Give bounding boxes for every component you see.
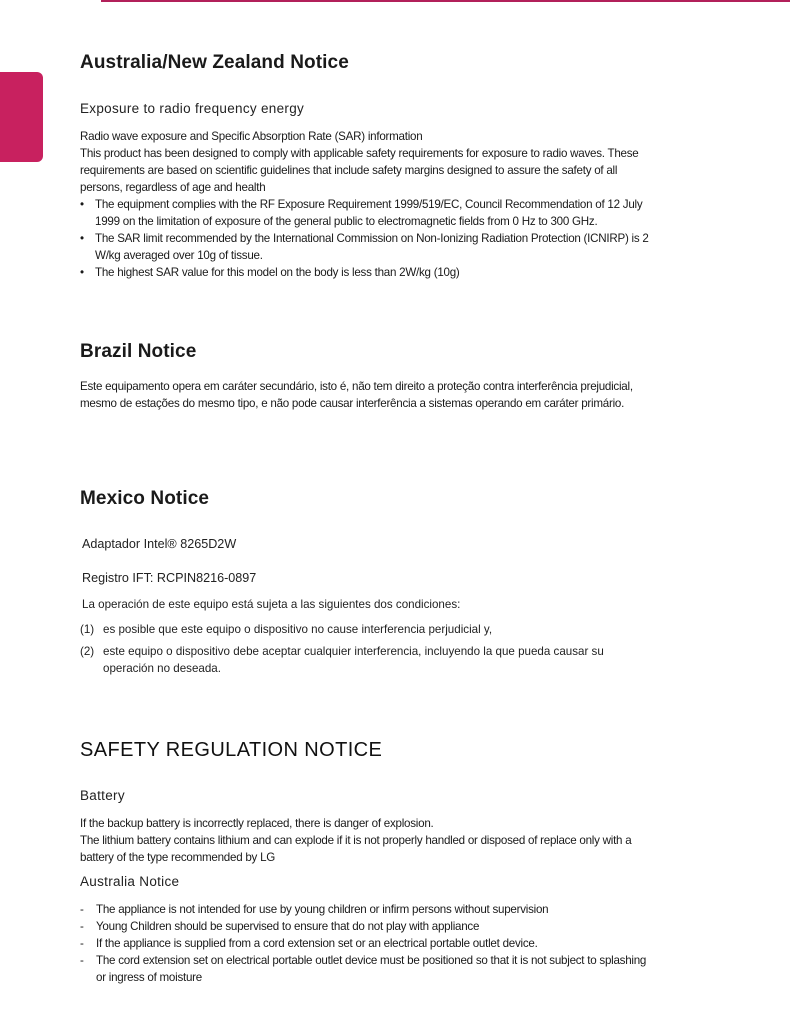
condition-text: este equipo o dispositivo debe aceptar cualquier interferencia, incluyendo la que pueda causar su operación no deseada. [103, 645, 604, 675]
brazil-title: Brazil Notice [80, 341, 197, 362]
appliance-dash-list [80, 901, 655, 986]
list-item: - If the appliance is supplied from a cord extension set or an electrical portable outlet device. [80, 935, 655, 952]
battery-title: Battery [80, 788, 125, 803]
sar-bullet-list [80, 196, 655, 281]
list-item: • The SAR limit recommended by the International Commission on Non-Ionizing Radiation Protection (ICNIRP) is 2 W/kg averaged over 10g of tissue. [80, 230, 655, 264]
condition-text: es posible que este equipo o dispositivo no cause interferencia perjudicial y, [103, 623, 493, 636]
australia-notice-title: Australia Notice [80, 874, 180, 889]
list-item: - The cord extension set on electrical portable outlet device must be positioned so that it is not subject to splashing or ingress of moisture [80, 952, 655, 986]
australia-nz-body [80, 128, 655, 281]
condition-number: (1) [80, 623, 95, 636]
list-item: • The highest SAR value for this model on the body is less than 2W/kg (10g) [80, 264, 655, 281]
list-item [80, 621, 640, 638]
rf-exposure-subtitle: Exposure to radio frequency energy [80, 101, 305, 116]
sar-info-line: Radio wave exposure and Specific Absorption Rate (SAR) information [80, 130, 423, 143]
battery-body [80, 815, 655, 866]
mexico-registry: Registro IFT: RCPIN8216-0897 [82, 571, 257, 585]
australia-notice-body [80, 901, 655, 986]
mexico-adapter: Adaptador Intel® 8265D2W [82, 537, 237, 551]
list-item: • The equipment complies with the RF Exposure Requirement 1999/519/EC, Council Recommendation of 12 July 1999 on the limitation of exposure of the general public to electromagnetic fields from 0 Hz to 300 GHz. [80, 196, 655, 230]
section-side-tab [0, 72, 43, 162]
battery-line: The lithium battery contains lithium and can explode if it is not properly handled or disposed of replace only with a battery of the type recommended by LG [80, 834, 632, 864]
mexico-conditions-intro: La operación de este equipo está sujeta a las siguientes dos condiciones: [82, 598, 461, 611]
battery-line: If the backup battery is incorrectly replaced, there is danger of explosion. [80, 817, 434, 830]
brazil-body: Este equipamento opera em caráter secundário, isto é, não tem direito a proteção contra interferência prejudicial, mesmo de estações do mesmo tipo, e não pode causar interferência a sistemas operando em caráter primário. [80, 380, 633, 410]
mexico-title: Mexico Notice [80, 488, 210, 509]
australia-nz-title: Australia/New Zealand Notice [80, 52, 349, 73]
top-accent-rule [101, 0, 790, 2]
condition-number: (2) [80, 645, 95, 658]
list-item [80, 643, 640, 677]
safety-requirements-paragraph: This product has been designed to comply with applicable safety requirements for exposure to radio waves. These requirements are based on scientific guidelines that include safety margins designed to assure the safety of all persons, regardless of age and health [80, 147, 639, 194]
list-item: - Young Children should be supervised to ensure that do not play with appliance [80, 918, 655, 935]
safety-regulation-title: SAFETY REGULATION NOTICE [80, 739, 383, 761]
list-item: - The appliance is not intended for use by young children or infirm persons without supervision [80, 901, 655, 918]
